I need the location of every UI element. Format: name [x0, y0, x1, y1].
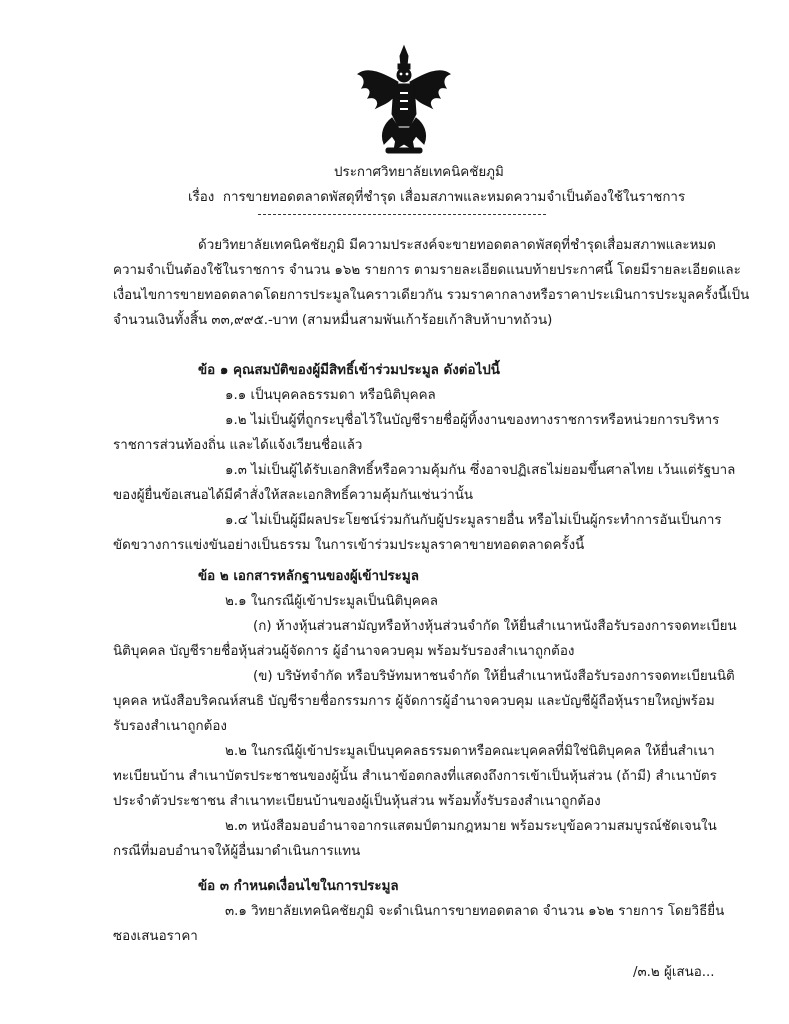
section-line: ราชการส่วนท้องถิ่น และได้แจ้งเวียนชื่อแล้ว	[113, 438, 363, 453]
section-line: ๑.๒ ไม่เป็นผู้ที่ถูกระบุชื่อไว้ในบัญชีรายชื่อผู้ทิ้งงานของทางราชการหรือหน่วยการบริหาร	[225, 413, 720, 428]
section-heading: ข้อ ๓ กำหนดเงื่อนไขในการประมูล	[198, 879, 399, 894]
announcement-title: ประกาศวิทยาลัยเทคนิคชัยภูมิ	[334, 165, 504, 180]
section-line: ๒.๑ ในกรณีผู้เข้าประมูลเป็นนิติบุคคล	[225, 594, 438, 609]
page-continuation: /๓.๒ ผู้เสนอ...	[633, 965, 715, 980]
section-line: ประจำตัวประชาชน สำเนาทะเบียนบ้านของผู้เป็นหุ้นส่วน พร้อมทั้งรับรองสำเนาถูกต้อง	[113, 794, 601, 809]
section-heading: ข้อ ๑ คุณสมบัติของผู้มีสิทธิ์เข้าร่วมประมูล ดังต่อไปนี้	[198, 363, 500, 378]
intro-line: ความจำเป็นต้องใช้ในราชการ จำนวน ๑๖๒ รายการ ตามรายละเอียดแนบท้ายประกาศนี้ โดยมีรายละเอียดและ	[113, 263, 741, 278]
intro-line: เงื่อนไขการขายทอดตลาดโดยการประมูลในคราวเดียวกัน รวมราคากลางหรือราคาประเมินการประมูลครั้งนี้เป็น	[113, 288, 750, 303]
section-line: ๓.๑ วิทยาลัยเทคนิคชัยภูมิ จะดำเนินการขายทอดตลาด จำนวน ๑๖๒ รายการ โดยวิธียื่น	[225, 904, 725, 919]
announcement-subject	[188, 189, 685, 207]
subject-label: เรื่อง	[188, 190, 215, 205]
section-line: ๑.๑ เป็นบุคคลธรรมดา หรือนิติบุคคล	[225, 388, 436, 403]
section-line: รับรองสำเนาถูกต้อง	[113, 719, 227, 734]
section-line: (ข) บริษัทจำกัด หรือบริษัทมหาชนจำกัด ให้ยื่นสำเนาหนังสือรับรองการจดทะเบียนนิติ	[253, 669, 735, 684]
section-line: ทะเบียนบ้าน สำเนาบัตรประชาชนของผู้นั้น สำเนาข้อตกลงที่แสดงถึงการเข้าเป็นหุ้นส่วน (ถ้ามี) สำเนาบัตร	[113, 769, 717, 784]
section-line: ๒.๓ หนังสือมอบอำนาจอากรแสตมป์ตามกฎหมาย พร้อมระบุข้อความสมบูรณ์ชัดเจนใน	[225, 819, 717, 834]
section-line: นิติบุคคล บัญชีรายชื่อหุ้นส่วนผู้จัดการ ผู้อำนาจควบคุม พร้อมรับรองสำเนาถูกต้อง	[113, 644, 575, 659]
section-line: ๑.๓ ไม่เป็นผู้ได้รับเอกสิทธิ์หรือความคุ้มกัน ซึ่งอาจปฏิเสธไม่ยอมขึ้นศาลไทย เว้นแต่รัฐบาล	[225, 463, 736, 478]
section-line: ซองเสนอราคา	[113, 929, 198, 944]
section-line: ๑.๔ ไม่เป็นผู้มีผลประโยชน์ร่วมกันกับผู้ประมูลรายอื่น หรือไม่เป็นผู้กระทำการอันเป็นการ	[225, 513, 722, 528]
garuda-emblem	[354, 44, 454, 156]
section-line: ของผู้ยื่นข้อเสนอได้มีคำสั่งให้สละเอกสิทธิ์ความคุ้มกันเช่นว่านั้น	[113, 488, 474, 503]
section-line: (ก) ห้างหุ้นส่วนสามัญหรือห้างหุ้นส่วนจำกัด ให้ยื่นสำเนาหนังสือรับรองการจดทะเบียน	[253, 619, 737, 634]
section-line: ขัดขวางการแข่งขันอย่างเป็นธรรม ในการเข้าร่วมประมูลราคาขายทอดตลาดครั้งนี้	[113, 538, 585, 553]
title-divider	[258, 214, 546, 215]
section-line: กรณีที่มอบอำนาจให้ผู้อื่นมาดำเนินการแทน	[113, 844, 361, 859]
section-heading: ข้อ ๒ เอกสารหลักฐานของผู้เข้าประมูล	[198, 569, 419, 584]
intro-line: จำนวนเงินทั้งสิ้น ๓๓,๙๙๕.-บาท (สามหมื่นสามพันเก้าร้อยเก้าสิบห้าบาทถ้วน)	[113, 313, 553, 328]
subject-text: การขายทอดตลาดพัสดุที่ชำรุด เสื่อมสภาพและหมดความจำเป็นต้องใช้ในราชการ	[222, 190, 686, 205]
intro-line: ด้วยวิทยาลัยเทคนิคชัยภูมิ มีความประสงค์จะขายทอดตลาดพัสดุที่ชำรุดเสื่อมสภาพและหมด	[198, 238, 716, 253]
section-line: บุคคล หนังสือบริคณห์สนธิ บัญชีรายชื่อกรรมการ ผู้จัดการผู้อำนาจควบคุม และบัญชีผู้ถือหุ้นรายใหญ่พร้อม	[113, 694, 715, 709]
section-line: ๒.๒ ในกรณีผู้เข้าประมูลเป็นบุคคลธรรมดาหรือคณะบุคคลที่มิใช่นิติบุคคล ให้ยื่นสำเนา	[225, 744, 715, 759]
